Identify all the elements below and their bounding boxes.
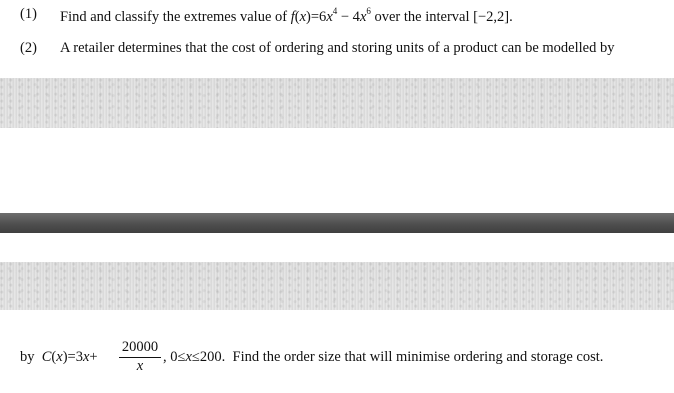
c-close-eq: )=3 — [62, 349, 83, 365]
q1-close-eq: )=6 — [306, 9, 327, 25]
question-1-number: (1) — [20, 6, 37, 22]
obscured-region-top — [0, 78, 674, 128]
q1-text-before: Find and classify the extremes value of — [60, 9, 291, 25]
question-2-number: (2) — [20, 40, 37, 56]
q1-power-4: 4 — [332, 6, 338, 16]
c-symbol: C — [41, 349, 52, 365]
question-2-intro: A retailer determines that the cost of ordering and storing units of a product can be modelled by — [60, 40, 615, 56]
q1-x: x — [299, 9, 307, 25]
c-open-paren: ( — [51, 349, 57, 365]
fraction-denominator: x — [136, 358, 144, 374]
q1-open-paren: ( — [294, 9, 300, 25]
q1-x2: x — [326, 9, 333, 25]
question-1-text — [60, 6, 513, 26]
separator-bar — [0, 213, 674, 233]
q1-text-after: over the interval — [370, 9, 474, 25]
domain-and-task-line — [163, 349, 603, 366]
by-label: by — [20, 349, 35, 365]
domain-x: x — [185, 349, 192, 365]
q1-f: f — [290, 9, 295, 25]
q1-x3: x — [359, 9, 367, 25]
fraction — [119, 340, 161, 374]
c-x: x — [56, 349, 63, 365]
q1-interval: [−2,2]. — [473, 9, 513, 25]
plus-sign: + — [89, 349, 98, 365]
q1-power-6: 6 — [366, 6, 371, 16]
cost-function-line — [20, 349, 98, 366]
q1-minus: − 4 — [337, 9, 360, 25]
domain-suffix: ≤200. — [191, 349, 226, 365]
task-text: Find the order size that will minimise ordering and storage cost. — [232, 349, 604, 365]
fraction-numerator: 20000 — [121, 339, 159, 355]
domain-prefix: , 0≤ — [163, 349, 186, 365]
c-x2: x — [82, 349, 90, 365]
obscured-region-bottom — [0, 262, 674, 310]
